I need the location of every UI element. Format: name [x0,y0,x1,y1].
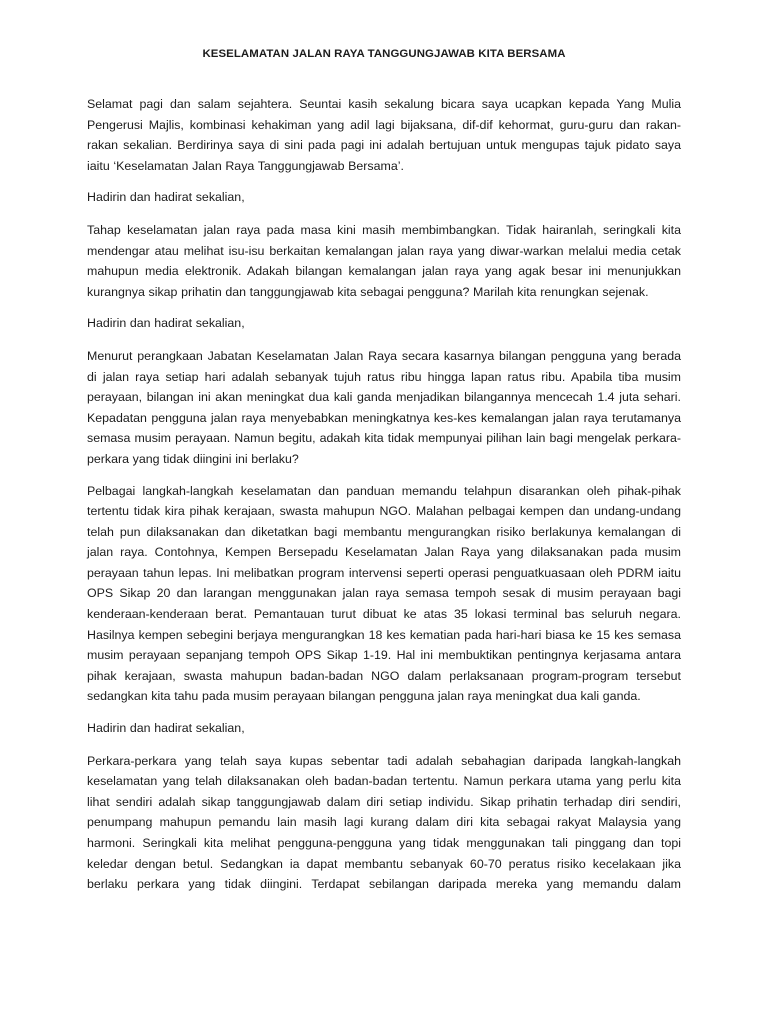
paragraph-road-safety-level: Tahap keselamatan jalan raya pada masa kini masih membimbangkan. Tidak hairanlah, seringkali kita mendengar atau melihat isu-isu berkaitan kemalangan jalan raya yang diwar-warkan melalui media cetak mahupun media elektronik. Adakah bilangan kemalangan jalan raya yang agak besar ini menunjukkan kurangnya sikap prihatin dan tanggungjawab kita sebagai pengguna? Marilah kita renungkan sejenak. [87,222,681,299]
paragraph-salutation: Hadirin dan hadirat sekalian, [87,316,245,331]
paragraph-statistics: Menurut perangkaan Jabatan Keselamatan Jalan Raya secara kasarnya bilangan pengguna yang berada di jalan raya setiap hari adalah sebanyak tujuh ratus ribu hingga lapan ratus ribu. Apabila tiba musim perayaan, bilangan ini akan meningkat dua kali ganda menjadikan bilangannya mencecah 1.4 juta sehari. Kepadatan pengguna jalan raya menyebabkan meningkatnya kes-kes kemalangan jalan raya terutamanya semasa musim perayaan. Namun begitu, adakah kita tidak mempunyai pilihan lain bagi mengelak perkara-perkara yang tidak diingini ini berlaku? [87,348,681,466]
paragraph-salutation: Hadirin dan hadirat sekalian, [87,721,245,736]
paragraph-individual-responsibility: Perkara-perkara yang telah saya kupas sebentar tadi adalah sebahagian daripada langkah-langkah keselamatan yang telah dilaksanakan oleh badan-badan tertentu. Namun perkara utama yang perlu kita lihat sendiri adalah sikap tanggungjawab dalam diri setiap individu. Sikap prihatin terhadap diri sendiri, penumpang mahupun pemandu lain masih lagi kurang dalam diri kita sebagai rakyat Malaysia yang harmoni. Seringkali kita melihat pengguna-pengguna yang tidak menggunakan tali pinggang dan topi keledar dengan betul. Sedangkan ia dapat membantu sebanyak 60-70 peratus risiko kecelakaan jika berlaku perkara yang tidak diingini. Terdapat sebilangan daripada mereka yang memandu dalam [87,753,681,892]
paragraph-campaigns: Pelbagai langkah-langkah keselamatan dan panduan memandu telahpun disarankan oleh pihak-pihak tertentu tidak kira pihak kerajaan, swasta mahupun NGO. Malahan pelbagai kempen dan undang-undang telah pun dilaksanakan dan diketatkan bagi membantu mengurangkan risiko berlakunya kemalangan di jalan raya. Contohnya, Kempen Bersepadu Keselamatan Jalan Raya yang dilaksanakan pada musim perayaan tahun lepas. Ini melibatkan program intervensi seperti operasi penguatkuasaan oleh PDRM iaitu OPS Sikap 20 dan larangan menggunakan jalan raya semasa tempoh sesak di musim perayaan bagi kenderaan-kenderaan berat. Pemantauan turut dibuat ke atas 35 lokasi terminal bas seluruh negara. Hasilnya kempen sebegini berjaya mengurangkan 18 kes kematian pada hari-hari biasa ke 15 kes semasa musim perayaan sepanjang tempoh OPS Sikap 1-19. Hal ini membuktikan pentingnya kerjasama antara pihak kerajaan, swasta mahupun badan-badan NGO dalam perlaksanaan program-program tersebut sedangkan kita tahu pada musim perayaan bilangan pengguna jalan raya meningkat dua kali ganda. [87,483,681,704]
paragraph-salutation: Hadirin dan hadirat sekalian, [87,190,245,205]
document-title: KESELAMATAN JALAN RAYA TANGGUNGJAWAB KITA BERSAMA [202,48,566,60]
paragraph-greeting: Selamat pagi dan salam sejahtera. Seuntai kasih sekalung bicara saya ucapkan kepada Yang Mulia Pengerusi Majlis, kombinasi kehakiman yang adil lagi bijaksana, dif-dif kehormat, guru-guru dan rakan-rakan sekalian. Berdirinya saya di sini pada pagi ini adalah bertujuan untuk mengupas tajuk pidato saya iaitu ‘Keselamatan Jalan Raya Tanggungjawab Bersama’. [87,97,681,173]
